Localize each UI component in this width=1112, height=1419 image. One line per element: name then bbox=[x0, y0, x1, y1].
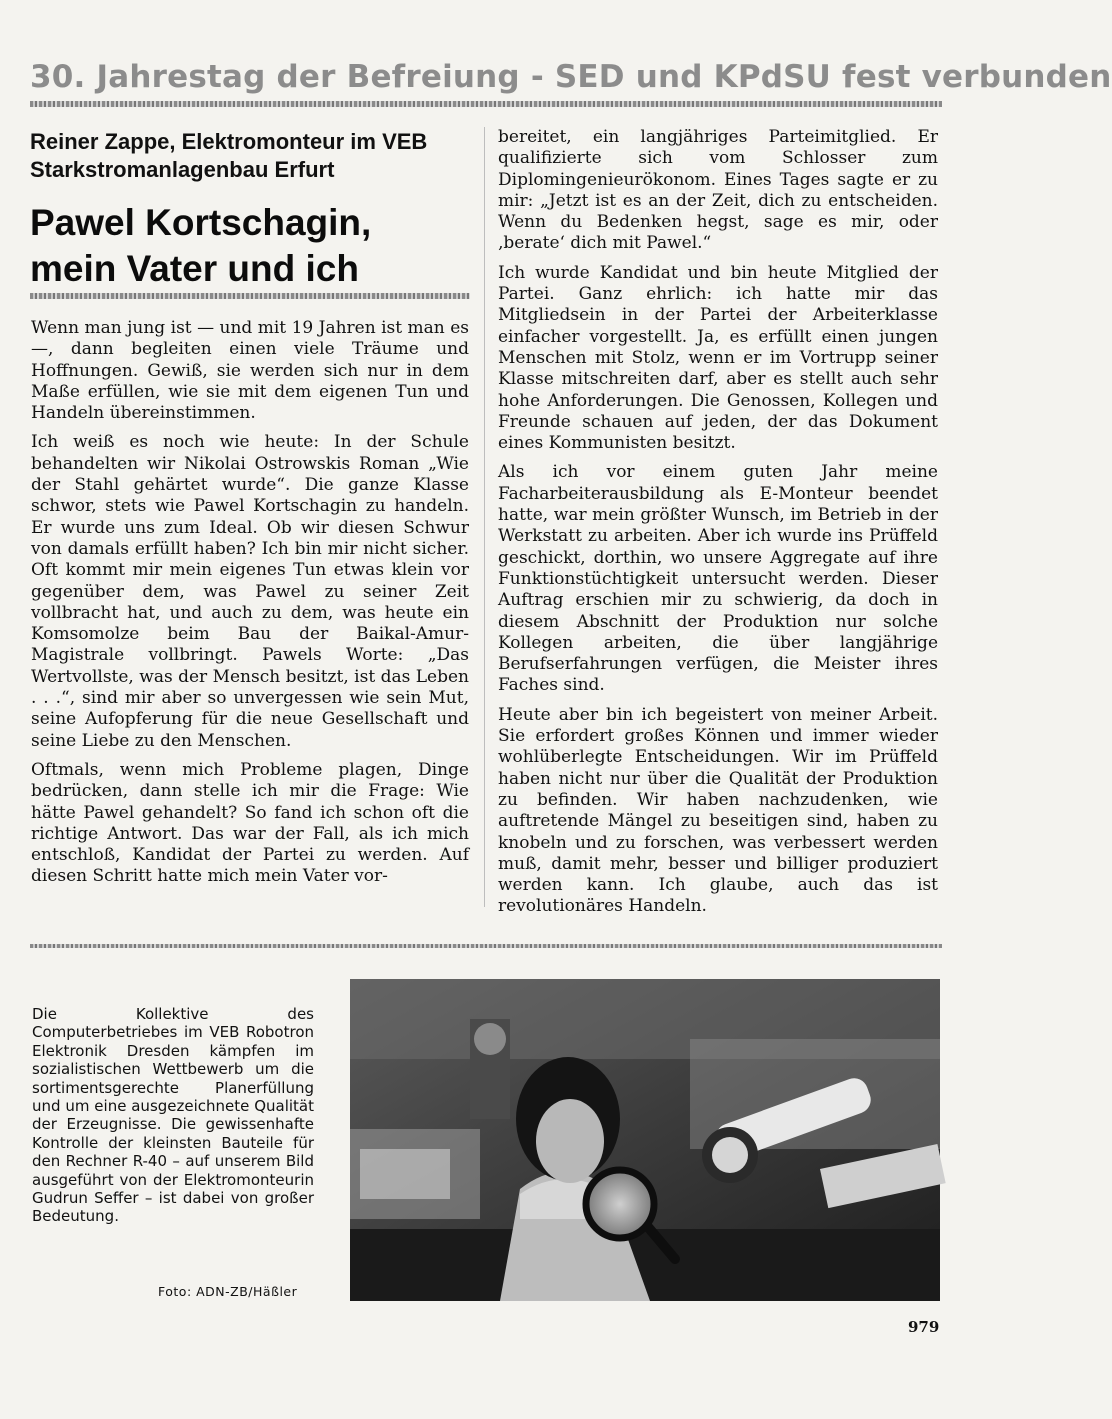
page-number: 979 bbox=[908, 1318, 940, 1336]
paragraph: Wenn man jung ist — und mit 19 Jahren ist man es —, dann begleiten einen viele Träume und Hoffnungen. Gewiß, sie werden sich nur in dem Maße erfüllen, wie sie mit dem eigenen Tun und Handeln übereinstimmen. bbox=[31, 318, 469, 424]
paragraph: bereitet, ein langjähriges Parteimitglied. Er qualifizierte sich vom Schlosser zum Diplomingenieurökonom. Eines Tages sagte er zu mir: „Jetzt ist es an der Zeit, dich zu entscheiden. Wenn du Bedenken hegst, sage es mir, oder ‚berate‘ dich mit Pawel.“ bbox=[498, 127, 938, 254]
paragraph: Ich weiß es noch wie heute: In der Schule behandelten wir Nikolai Ostrowskis Roman „Wie der Stahl gehärtet wurde“. Die ganze Klasse schwor, stets wie Pawel Kortschagin zu handeln. Er wurde uns zum Ideal. Ob wir diesen Schwur von damals erfüllt haben? Ich bin mir nicht sicher. Oft kommt mir mein eigenes Tun etwas klein vor gegenüber dem, was Pawel zu seiner Zeit vollbracht hat, und auch zu dem, was heute ein Komsomolze beim Bau der Baikal-Amur-Magistrale vollbringt. Pawels Worte: „Das Wertvollste, was der Mensch besitzt, ist das Leben . . .“, sind mir aber so unvergessen wie sein Mut, seine Aufopferung für die neue Gesellschaft und seine Liebe zu den Menschen. bbox=[31, 432, 469, 751]
section-rule bbox=[30, 944, 942, 948]
headline-rule bbox=[30, 293, 470, 299]
photo-illustration bbox=[350, 979, 940, 1301]
article-column-right bbox=[498, 127, 938, 926]
headline-line-2: mein Vater und ich bbox=[30, 248, 359, 289]
section-banner: 30. Jahrestag der Befreiung - SED und KPdSU fest verbunden bbox=[30, 59, 1112, 95]
paragraph: Heute aber bin ich begeistert von meiner Arbeit. Sie erfordert großes Können und immer wieder wohlüberlegte Entscheidungen. Wir im Prüffeld haben nicht nur über die Qualität der Produktion zu befinden. Wir haben nachzudenken, wie auftretende Mängel zu beseitigen sind, haben zu knobeln und zu forschen, was verbessert werden muß, damit mehr, besser und billiger produziert werden kann. Ich glaube, auch das ist revolutionäres Handeln. bbox=[498, 704, 938, 917]
headline-line-1: Pawel Kortschagin, bbox=[30, 202, 372, 243]
paragraph: Oftmals, wenn mich Probleme plagen, Dinge bedrücken, dann stelle ich mir die Frage: Wie hätte Pawel gehandelt? So fand ich schon oft die richtige Antwort. Das war der Fall, als ich mich entschloß, Kandidat der Partei zu werden. Auf diesen Schritt hatte mich mein Vater vor- bbox=[31, 759, 469, 887]
author-line: Reiner Zappe, Elektromonteur im VEB Starkstromanlagenbau Erfurt bbox=[30, 129, 428, 182]
paragraph: Als ich vor einem guten Jahr meine Facharbeiterausbildung als E-Monteur beendet hatte, war mein größter Wunsch, im Betrieb in der Werkstatt zu arbeiten. Aber ich wurde ins Prüffeld geschickt, dorthin, wo unsere Aggregate auf ihre Funktionstüchtigkeit untersucht werden. Dieser Auftrag erschien mir zu schwierig, da doch in diesem Abschnitt der Produktion nur solche Kollegen arbeiten, die über langjährige Berufserfahrungen verfügen, die Meister ihres Faches sind. bbox=[498, 462, 938, 696]
paragraph: Ich wurde Kandidat und bin heute Mitglied der Partei. Ganz ehrlich: ich hatte mir das Mitgliedsein in der Partei der Arbeiterklasse einfacher vorgestellt. Ja, es erfüllt einen jungen Menschen mit Stolz, wenn er im Vortrupp seiner Klasse mitschreiten darf, aber es stellt auch sehr hohe Anforderungen. Die Genossen, Kollegen und Freunde schauen auf jeden, der das Dokument eines Kommunisten besitzt. bbox=[498, 262, 938, 454]
article-headline bbox=[30, 200, 470, 292]
article-column-left bbox=[31, 318, 469, 896]
photo-technician-magnifier bbox=[350, 979, 940, 1301]
banner-rule bbox=[30, 101, 942, 107]
photo-credit: Foto: ADN-ZB/Häßler bbox=[158, 1284, 298, 1299]
column-divider bbox=[484, 127, 485, 907]
photo-caption: Die Kollektive des Computerbetriebes im VEB Robotron Elektronik Dresden kämpfen im sozialistischen Wettbewerb um die sortimentsgerechte Planerfüllung und um eine ausgezeichnete Qualität der Erzeugnisse. Die gewissenhafte Kontrolle der kleinsten Bauteile für den Rechner R-40 – auf unserem Bild ausgeführt von der Elektromonteurin Gudrun Seffer – ist dabei von großer Bedeutung. bbox=[32, 1005, 314, 1226]
